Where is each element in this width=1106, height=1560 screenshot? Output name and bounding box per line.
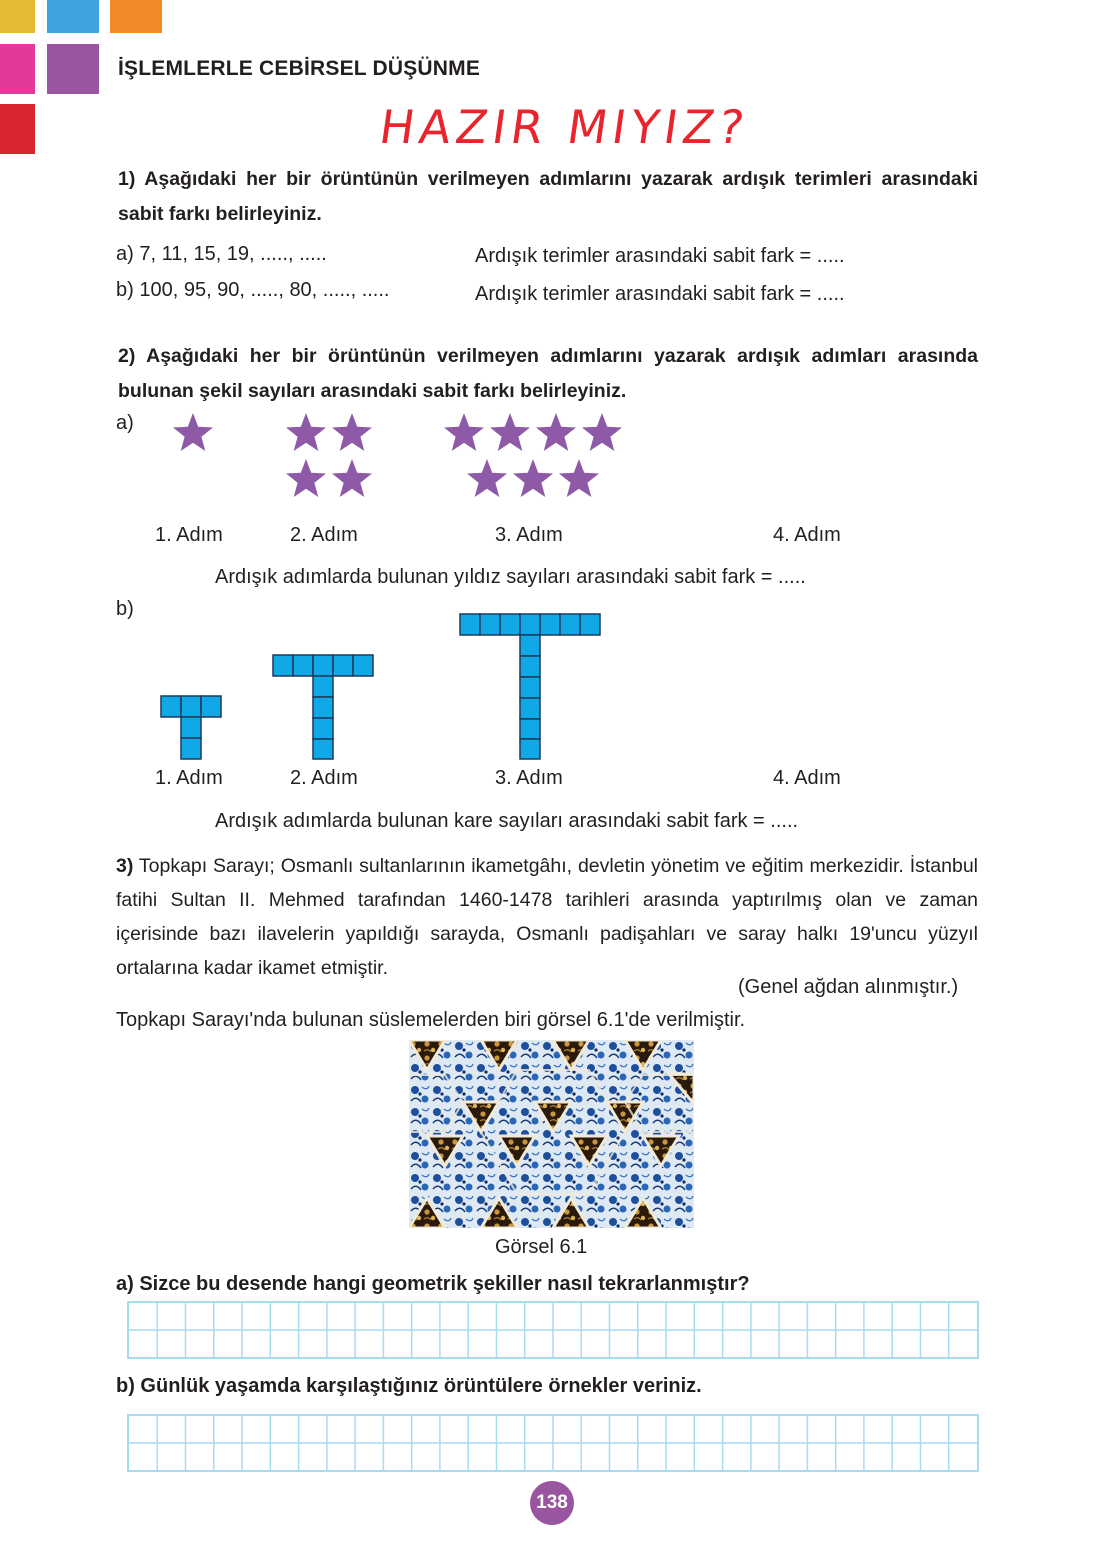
square-step3 xyxy=(580,614,600,635)
square-step2 xyxy=(353,655,373,676)
q3-number: 3) xyxy=(116,855,134,877)
q2-a-answer: Ardışık adımlarda bulunan yıldız sayıları arasındaki sabit fark = ..... xyxy=(215,566,806,588)
square-step3 xyxy=(520,698,540,719)
step-a-3: 3. Adım xyxy=(495,524,563,546)
star-step2-3 xyxy=(286,459,326,497)
star-step3-7 xyxy=(559,459,599,497)
page-title: HAZIR MIYIZ? xyxy=(376,100,753,154)
q3-text: Topkapı Sarayı; Osmanlı sultanlarının ikametgâhı, devletin yönetim ve eğitim merkezidir. İstanbul fatihi Sultan II. Mehmed tarafından 1460-1478 tarihleri arasında yaptırılmış olan ve zaman içerisinde bazı ilavelerin yapıldığı sarayda, Osmanlı padişahları ve saray halkı 19'uncu yüzyıl ortalarına kadar ikamet etmiştir. xyxy=(116,855,978,979)
photo-caption: Görsel 6.1 xyxy=(495,1236,588,1258)
corner-square-yellow xyxy=(0,0,35,33)
square-step3 xyxy=(520,635,540,656)
square-step1 xyxy=(161,696,181,717)
page-number: 138 xyxy=(530,1481,574,1525)
square-step3 xyxy=(520,739,540,759)
grid-lines-a xyxy=(129,1303,977,1357)
corner-square-purple xyxy=(47,44,99,94)
q3-source: (Genel ağdan alınmıştır.) xyxy=(738,976,959,998)
square-step2 xyxy=(313,718,333,739)
square-step3 xyxy=(520,656,540,677)
step-b-1: 1. Adım xyxy=(155,767,223,789)
q3-sub-a: a) Sizce bu desende hangi geometrik şekiller nasıl tekrarlanmıştır? xyxy=(116,1273,750,1295)
square-step1 xyxy=(201,696,221,717)
square-step2 xyxy=(313,655,333,676)
star-step2-4 xyxy=(332,459,372,497)
square-step3 xyxy=(520,677,540,698)
step-b-2: 2. Adım xyxy=(290,767,358,789)
star-step3-3 xyxy=(536,413,576,451)
q1-a-answer: Ardışık terimler arasındaki sabit fark = ..... xyxy=(475,245,845,267)
step-b-4: 4. Adım xyxy=(773,767,841,789)
star-step3-1 xyxy=(444,413,484,451)
star-step3-5 xyxy=(467,459,507,497)
answer-grid-b[interactable] xyxy=(127,1414,979,1472)
q2-prompt: 2) Aşağıdaki her bir örüntünün verilmeyen adımlarını yazarak ardışık adımları arasında bulunan şekil sayıları arasındaki sabit farkı belirleyiniz. xyxy=(118,345,978,402)
star-step2-2 xyxy=(332,413,372,451)
square-step2 xyxy=(333,655,353,676)
q2-b-answer: Ardışık adımlarda bulunan kare sayıları arasındaki sabit fark = ..... xyxy=(215,810,799,832)
q2-a-label: a) xyxy=(116,412,134,434)
star-step3-4 xyxy=(582,413,622,451)
square-pattern xyxy=(158,612,606,760)
square-step2 xyxy=(293,655,313,676)
square-step2 xyxy=(313,697,333,718)
star-step3-6 xyxy=(513,459,553,497)
star-step2-1 xyxy=(286,413,326,451)
square-step3 xyxy=(520,719,540,739)
step-a-4: 4. Adım xyxy=(773,524,841,546)
square-step2 xyxy=(273,655,293,676)
star-step1-1 xyxy=(173,413,213,451)
answer-grid-a[interactable] xyxy=(127,1301,979,1359)
corner-square-red xyxy=(0,104,35,154)
square-step3 xyxy=(500,614,520,635)
q1-b-sequence: b) 100, 95, 90, ....., 80, ....., ..... xyxy=(116,279,390,301)
square-step3 xyxy=(520,614,540,635)
square-step3 xyxy=(560,614,580,635)
square-step1 xyxy=(181,717,201,738)
corner-square-blue xyxy=(47,0,99,33)
square-step2 xyxy=(313,676,333,697)
corner-square-pink xyxy=(0,44,35,94)
q3-paragraph xyxy=(116,849,978,985)
q1-b-answer: Ardışık terimler arasındaki sabit fark = ..... xyxy=(475,283,845,305)
square-step1 xyxy=(181,738,201,759)
q2-b-label: b) xyxy=(116,598,134,620)
tile-photo xyxy=(409,1040,694,1228)
corner-square-orange xyxy=(110,0,162,33)
square-step3 xyxy=(460,614,480,635)
q3-intro: Topkapı Sarayı'nda bulunan süslemelerden biri görsel 6.1'de verilmiştir. xyxy=(116,1009,746,1031)
q3-sub-b: b) Günlük yaşamda karşılaştığınız örüntülere örnekler veriniz. xyxy=(116,1375,702,1397)
step-a-2: 2. Adım xyxy=(290,524,358,546)
square-step3 xyxy=(480,614,500,635)
star-step3-2 xyxy=(490,413,530,451)
star-pattern xyxy=(160,405,640,505)
square-step2 xyxy=(313,739,333,759)
step-b-3: 3. Adım xyxy=(495,767,563,789)
square-step1 xyxy=(181,696,201,717)
q1-prompt: 1) Aşağıdaki her bir örüntünün verilmeyen adımlarını yazarak ardışık terimleri arasındaki sabit farkı belirleyiniz. xyxy=(118,168,978,225)
unit-title: İŞLEMLERLE CEBİRSEL DÜŞÜNME xyxy=(118,57,481,80)
step-a-1: 1. Adım xyxy=(155,524,223,546)
grid-lines-b xyxy=(129,1416,977,1470)
q1-a-sequence: a) 7, 11, 15, 19, ....., ..... xyxy=(116,243,327,265)
square-step3 xyxy=(540,614,560,635)
